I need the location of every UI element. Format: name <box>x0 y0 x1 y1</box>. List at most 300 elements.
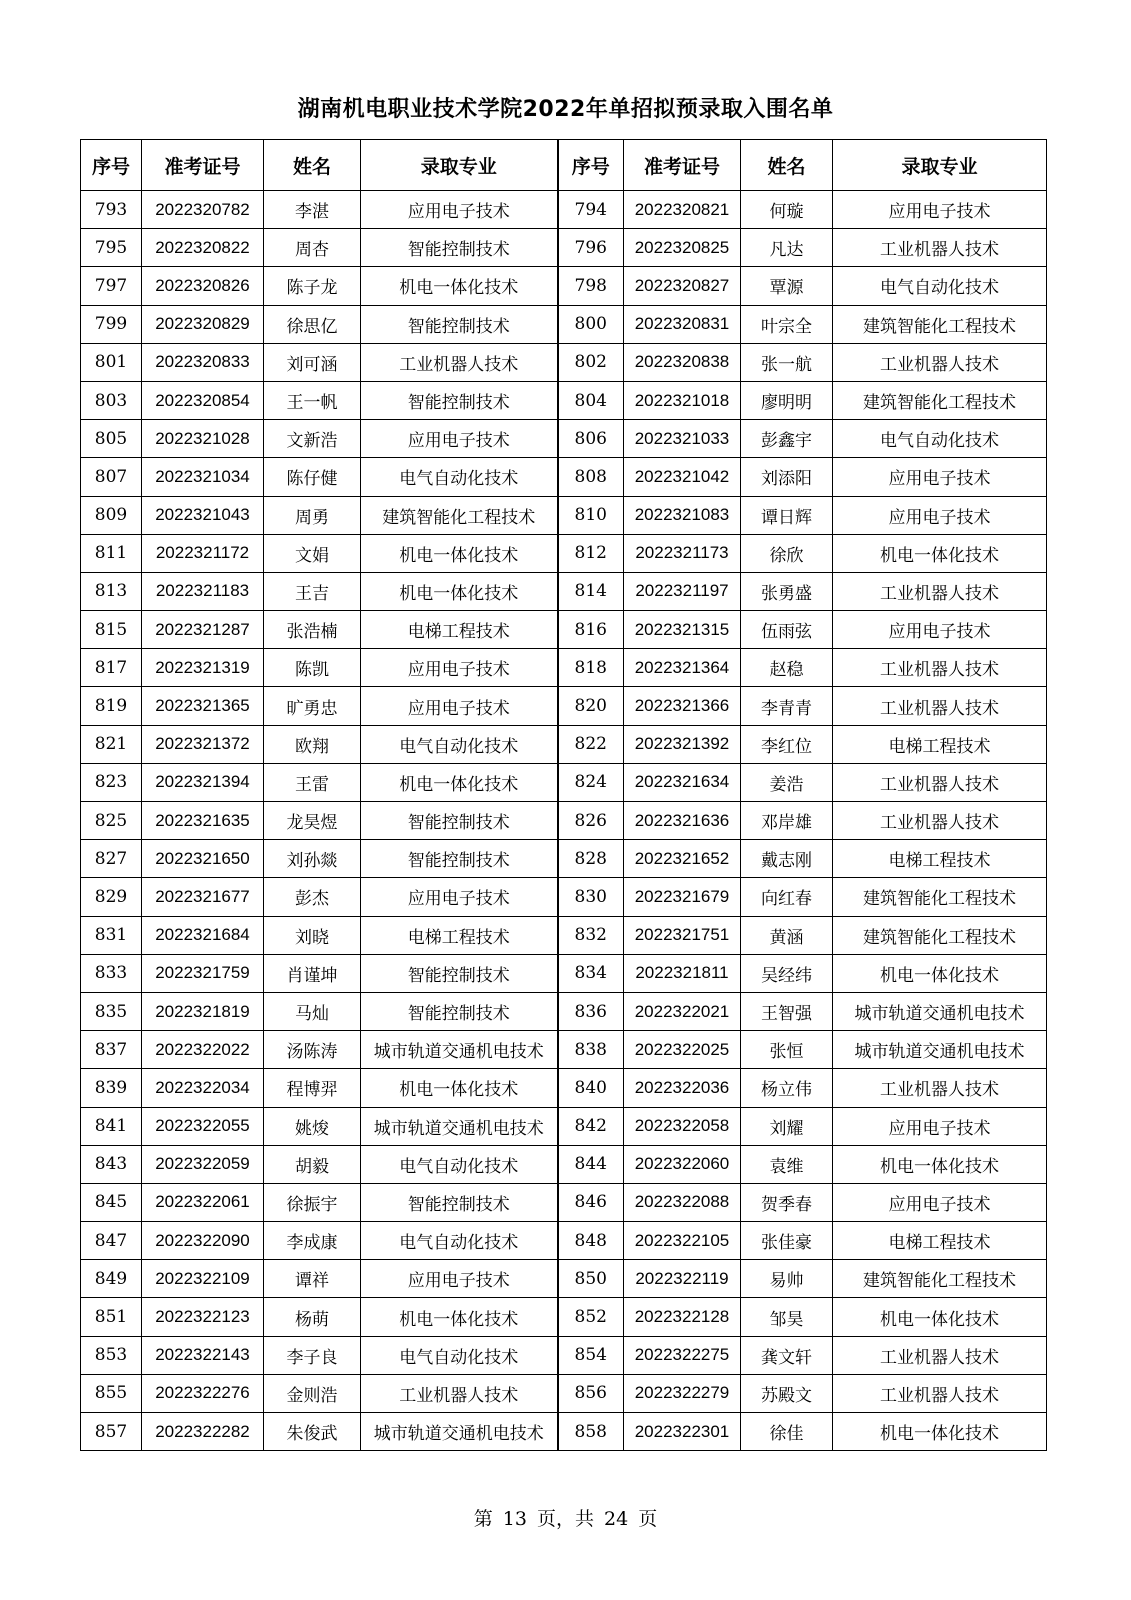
admitted-major: 机电一体化技术 <box>833 1145 1047 1183</box>
admitted-major: 应用电子技术 <box>833 458 1047 496</box>
table-row <box>81 305 1047 343</box>
table-body <box>81 191 1047 1451</box>
student-name: 李成康 <box>264 1222 361 1260</box>
student-seq: 798 <box>558 267 624 305</box>
exam-number: 2022320821 <box>624 191 741 229</box>
admitted-major: 应用电子技术 <box>361 191 558 229</box>
exam-number: 2022322090 <box>142 1222 264 1260</box>
exam-number: 2022321759 <box>142 954 264 992</box>
admitted-major: 城市轨道交通机电技术 <box>361 1031 558 1069</box>
table-row <box>81 420 1047 458</box>
admitted-major: 工业机器人技术 <box>833 687 1047 725</box>
exam-number: 2022320833 <box>142 343 264 381</box>
exam-number: 2022322279 <box>624 1374 741 1412</box>
exam-number: 2022322276 <box>142 1374 264 1412</box>
exam-number: 2022321635 <box>142 802 264 840</box>
exam-number: 2022322060 <box>624 1145 741 1183</box>
student-name: 刘晓 <box>264 916 361 954</box>
table-row <box>81 992 1047 1030</box>
student-name: 姜浩 <box>741 763 833 801</box>
student-name: 文新浩 <box>264 420 361 458</box>
student-seq: 803 <box>81 381 142 419</box>
student-seq: 799 <box>81 305 142 343</box>
table-row <box>81 611 1047 649</box>
student-name: 徐佳 <box>741 1413 833 1451</box>
admitted-major: 应用电子技术 <box>833 611 1047 649</box>
admitted-major: 机电一体化技术 <box>361 534 558 572</box>
exam-number: 2022322021 <box>624 992 741 1030</box>
student-seq: 805 <box>81 420 142 458</box>
admitted-major: 工业机器人技术 <box>833 1374 1047 1412</box>
header-seq-left: 序号 <box>81 140 142 191</box>
table-row <box>81 1260 1047 1298</box>
table-row <box>81 381 1047 419</box>
student-name: 李红位 <box>741 725 833 763</box>
exam-number: 2022322088 <box>624 1183 741 1221</box>
exam-number: 2022321366 <box>624 687 741 725</box>
admitted-major: 工业机器人技术 <box>833 229 1047 267</box>
exam-number: 2022321034 <box>142 458 264 496</box>
exam-number: 2022320831 <box>624 305 741 343</box>
admitted-major: 应用电子技术 <box>361 649 558 687</box>
exam-number: 2022321173 <box>624 534 741 572</box>
exam-number: 2022322123 <box>142 1298 264 1336</box>
admitted-major: 工业机器人技术 <box>833 649 1047 687</box>
exam-number: 2022321183 <box>142 572 264 610</box>
student-name: 李子良 <box>264 1336 361 1374</box>
student-seq: 837 <box>81 1031 142 1069</box>
exam-number: 2022321684 <box>142 916 264 954</box>
student-name: 向红春 <box>741 878 833 916</box>
student-seq: 853 <box>81 1336 142 1374</box>
student-seq: 840 <box>558 1069 624 1107</box>
student-seq: 818 <box>558 649 624 687</box>
student-name: 何璇 <box>741 191 833 229</box>
exam-number: 2022322301 <box>624 1413 741 1451</box>
table-row <box>81 496 1047 534</box>
student-seq: 823 <box>81 763 142 801</box>
student-name: 龚文轩 <box>741 1336 833 1374</box>
student-seq: 835 <box>81 992 142 1030</box>
student-seq: 850 <box>558 1260 624 1298</box>
student-seq: 802 <box>558 343 624 381</box>
student-name: 戴志刚 <box>741 840 833 878</box>
table-row <box>81 954 1047 992</box>
admitted-major: 建筑智能化工程技术 <box>833 916 1047 954</box>
admitted-major: 应用电子技术 <box>833 191 1047 229</box>
admitted-major: 应用电子技术 <box>361 687 558 725</box>
exam-number: 2022321751 <box>624 916 741 954</box>
exam-number: 2022322128 <box>624 1298 741 1336</box>
student-seq: 845 <box>81 1183 142 1221</box>
student-name: 贺季春 <box>741 1183 833 1221</box>
student-name: 黄涵 <box>741 916 833 954</box>
table-row <box>81 649 1047 687</box>
table-row <box>81 725 1047 763</box>
student-seq: 814 <box>558 572 624 610</box>
student-seq: 812 <box>558 534 624 572</box>
student-name: 程博羿 <box>264 1069 361 1107</box>
admitted-major: 机电一体化技术 <box>361 1069 558 1107</box>
admitted-major: 电气自动化技术 <box>833 420 1047 458</box>
admitted-major: 工业机器人技术 <box>833 802 1047 840</box>
student-seq: 834 <box>558 954 624 992</box>
student-name: 覃源 <box>741 267 833 305</box>
student-name: 张恒 <box>741 1031 833 1069</box>
exam-number: 2022322025 <box>624 1031 741 1069</box>
student-name: 彭鑫宇 <box>741 420 833 458</box>
admitted-major: 建筑智能化工程技术 <box>361 496 558 534</box>
admitted-major: 智能控制技术 <box>361 229 558 267</box>
student-seq: 852 <box>558 1298 624 1336</box>
header-name-left: 姓名 <box>264 140 361 191</box>
student-name: 马灿 <box>264 992 361 1030</box>
exam-number: 2022321811 <box>624 954 741 992</box>
student-name: 徐欣 <box>741 534 833 572</box>
exam-number: 2022321315 <box>624 611 741 649</box>
admitted-major: 城市轨道交通机电技术 <box>361 1107 558 1145</box>
admitted-major: 智能控制技术 <box>361 305 558 343</box>
header-name-right: 姓名 <box>741 140 833 191</box>
student-name: 邓岸雄 <box>741 802 833 840</box>
exam-number: 2022321819 <box>142 992 264 1030</box>
student-seq: 839 <box>81 1069 142 1107</box>
admitted-major: 智能控制技术 <box>361 954 558 992</box>
exam-number: 2022321083 <box>624 496 741 534</box>
admitted-major: 工业机器人技术 <box>833 763 1047 801</box>
student-name: 谭祥 <box>264 1260 361 1298</box>
student-seq: 826 <box>558 802 624 840</box>
table-row <box>81 1107 1047 1145</box>
table-row <box>81 1413 1047 1451</box>
student-name: 旷勇忠 <box>264 687 361 725</box>
admitted-major: 电气自动化技术 <box>361 458 558 496</box>
student-name: 朱俊武 <box>264 1413 361 1451</box>
student-seq: 838 <box>558 1031 624 1069</box>
student-name: 金则浩 <box>264 1374 361 1412</box>
student-seq: 794 <box>558 191 624 229</box>
student-seq: 800 <box>558 305 624 343</box>
table-row <box>81 1336 1047 1374</box>
exam-number: 2022320854 <box>142 381 264 419</box>
student-name: 赵稳 <box>741 649 833 687</box>
student-seq: 830 <box>558 878 624 916</box>
table-row <box>81 267 1047 305</box>
exam-number: 2022321042 <box>624 458 741 496</box>
table-row <box>81 534 1047 572</box>
student-seq: 817 <box>81 649 142 687</box>
student-seq: 820 <box>558 687 624 725</box>
admitted-major: 电气自动化技术 <box>361 1336 558 1374</box>
student-name: 姚焌 <box>264 1107 361 1145</box>
admitted-major: 电气自动化技术 <box>361 1222 558 1260</box>
header-exam-right: 准考证号 <box>624 140 741 191</box>
table-row <box>81 1069 1047 1107</box>
student-name: 陈仔健 <box>264 458 361 496</box>
exam-number: 2022321677 <box>142 878 264 916</box>
admitted-major: 智能控制技术 <box>361 381 558 419</box>
table-row <box>81 802 1047 840</box>
admitted-major: 电梯工程技术 <box>361 611 558 649</box>
student-seq: 813 <box>81 572 142 610</box>
admitted-major: 机电一体化技术 <box>833 1413 1047 1451</box>
table-row <box>81 878 1047 916</box>
student-seq: 821 <box>81 725 142 763</box>
student-name: 王一帆 <box>264 381 361 419</box>
table-row <box>81 1222 1047 1260</box>
student-seq: 832 <box>558 916 624 954</box>
student-name: 刘可涵 <box>264 343 361 381</box>
table-row <box>81 687 1047 725</box>
admitted-major: 机电一体化技术 <box>361 1298 558 1336</box>
admitted-major: 工业机器人技术 <box>361 343 558 381</box>
exam-number: 2022321197 <box>624 572 741 610</box>
admitted-major: 电梯工程技术 <box>833 725 1047 763</box>
exam-number: 2022322275 <box>624 1336 741 1374</box>
table-row <box>81 1145 1047 1183</box>
student-seq: 842 <box>558 1107 624 1145</box>
admitted-major: 电梯工程技术 <box>833 1222 1047 1260</box>
student-seq: 797 <box>81 267 142 305</box>
admitted-major: 建筑智能化工程技术 <box>833 878 1047 916</box>
exam-number: 2022322058 <box>624 1107 741 1145</box>
student-seq: 854 <box>558 1336 624 1374</box>
exam-number: 2022321636 <box>624 802 741 840</box>
admitted-major: 应用电子技术 <box>833 496 1047 534</box>
student-name: 刘耀 <box>741 1107 833 1145</box>
admitted-major: 电气自动化技术 <box>361 1145 558 1183</box>
student-name: 杨萌 <box>264 1298 361 1336</box>
student-seq: 796 <box>558 229 624 267</box>
student-name: 胡毅 <box>264 1145 361 1183</box>
exam-number: 2022322109 <box>142 1260 264 1298</box>
student-name: 欧翔 <box>264 725 361 763</box>
admission-table <box>80 139 1047 1451</box>
exam-number: 2022321172 <box>142 534 264 572</box>
header-seq-right: 序号 <box>558 140 624 191</box>
page-footer: 第 13 页，共 24 页 <box>473 1508 658 1530</box>
student-seq: 827 <box>81 840 142 878</box>
student-name: 廖明明 <box>741 381 833 419</box>
student-name: 肖谨坤 <box>264 954 361 992</box>
student-seq: 828 <box>558 840 624 878</box>
exam-number: 2022322119 <box>624 1260 741 1298</box>
student-name: 徐振宇 <box>264 1183 361 1221</box>
student-name: 邹昊 <box>741 1298 833 1336</box>
exam-number: 2022322022 <box>142 1031 264 1069</box>
student-name: 李湛 <box>264 191 361 229</box>
student-seq: 801 <box>81 343 142 381</box>
admitted-major: 智能控制技术 <box>361 840 558 878</box>
exam-number: 2022321364 <box>624 649 741 687</box>
student-name: 李青青 <box>741 687 833 725</box>
student-seq: 858 <box>558 1413 624 1451</box>
table-row <box>81 572 1047 610</box>
student-name: 陈凯 <box>264 649 361 687</box>
admitted-major: 城市轨道交通机电技术 <box>833 1031 1047 1069</box>
exam-number: 2022321033 <box>624 420 741 458</box>
student-seq: 816 <box>558 611 624 649</box>
student-name: 陈子龙 <box>264 267 361 305</box>
student-name: 叶宗全 <box>741 305 833 343</box>
table-row <box>81 1374 1047 1412</box>
student-name: 张勇盛 <box>741 572 833 610</box>
student-name: 易帅 <box>741 1260 833 1298</box>
student-seq: 810 <box>558 496 624 534</box>
admitted-major: 电气自动化技术 <box>361 725 558 763</box>
student-seq: 857 <box>81 1413 142 1451</box>
admitted-major: 应用电子技术 <box>361 420 558 458</box>
admitted-major: 机电一体化技术 <box>361 763 558 801</box>
exam-number: 2022322034 <box>142 1069 264 1107</box>
student-seq: 804 <box>558 381 624 419</box>
admitted-major: 机电一体化技术 <box>833 954 1047 992</box>
student-name: 王吉 <box>264 572 361 610</box>
header-major-right: 录取专业 <box>833 140 1047 191</box>
student-seq: 824 <box>558 763 624 801</box>
exam-number: 2022321028 <box>142 420 264 458</box>
admitted-major: 应用电子技术 <box>833 1107 1047 1145</box>
admitted-major: 机电一体化技术 <box>833 534 1047 572</box>
exam-number: 2022320782 <box>142 191 264 229</box>
admitted-major: 工业机器人技术 <box>833 1336 1047 1374</box>
student-name: 杨立伟 <box>741 1069 833 1107</box>
admitted-major: 工业机器人技术 <box>833 1069 1047 1107</box>
admitted-major: 城市轨道交通机电技术 <box>361 1413 558 1451</box>
student-name: 伍雨弦 <box>741 611 833 649</box>
admitted-major: 机电一体化技术 <box>833 1298 1047 1336</box>
admitted-major: 智能控制技术 <box>361 992 558 1030</box>
exam-number: 2022321287 <box>142 611 264 649</box>
admitted-major: 应用电子技术 <box>361 878 558 916</box>
exam-number: 2022322105 <box>624 1222 741 1260</box>
student-seq: 849 <box>81 1260 142 1298</box>
header-major-left: 录取专业 <box>361 140 558 191</box>
table-row <box>81 458 1047 496</box>
exam-number: 2022320826 <box>142 267 264 305</box>
admitted-major: 电气自动化技术 <box>833 267 1047 305</box>
exam-number: 2022321650 <box>142 840 264 878</box>
exam-number: 2022322055 <box>142 1107 264 1145</box>
admitted-major: 智能控制技术 <box>361 1183 558 1221</box>
admitted-major: 工业机器人技术 <box>833 572 1047 610</box>
student-name: 张浩楠 <box>264 611 361 649</box>
admitted-major: 电梯工程技术 <box>361 916 558 954</box>
student-name: 徐思亿 <box>264 305 361 343</box>
admitted-major: 智能控制技术 <box>361 802 558 840</box>
table-row <box>81 1031 1047 1069</box>
admitted-major: 应用电子技术 <box>833 1183 1047 1221</box>
student-seq: 829 <box>81 878 142 916</box>
student-seq: 825 <box>81 802 142 840</box>
admitted-major: 建筑智能化工程技术 <box>833 1260 1047 1298</box>
table-row <box>81 1183 1047 1221</box>
student-seq: 833 <box>81 954 142 992</box>
student-seq: 851 <box>81 1298 142 1336</box>
student-seq: 819 <box>81 687 142 725</box>
student-name: 彭杰 <box>264 878 361 916</box>
exam-number: 2022321394 <box>142 763 264 801</box>
exam-number: 2022321372 <box>142 725 264 763</box>
student-seq: 811 <box>81 534 142 572</box>
student-name: 张佳豪 <box>741 1222 833 1260</box>
student-seq: 844 <box>558 1145 624 1183</box>
student-seq: 846 <box>558 1183 624 1221</box>
table-row <box>81 916 1047 954</box>
admitted-major: 应用电子技术 <box>361 1260 558 1298</box>
table-header-row <box>81 140 1047 191</box>
exam-number: 2022320829 <box>142 305 264 343</box>
student-name: 苏殿文 <box>741 1374 833 1412</box>
admitted-major: 建筑智能化工程技术 <box>833 305 1047 343</box>
student-name: 汤陈涛 <box>264 1031 361 1069</box>
exam-number: 2022321043 <box>142 496 264 534</box>
student-name: 周杏 <box>264 229 361 267</box>
exam-number: 2022322143 <box>142 1336 264 1374</box>
student-name: 谭日辉 <box>741 496 833 534</box>
admitted-major: 工业机器人技术 <box>833 343 1047 381</box>
table-row <box>81 191 1047 229</box>
exam-number: 2022322059 <box>142 1145 264 1183</box>
header-exam-left: 准考证号 <box>142 140 264 191</box>
admitted-major: 城市轨道交通机电技术 <box>833 992 1047 1030</box>
table-row <box>81 763 1047 801</box>
exam-number: 2022321319 <box>142 649 264 687</box>
table-row <box>81 840 1047 878</box>
admitted-major: 工业机器人技术 <box>361 1374 558 1412</box>
exam-number: 2022321652 <box>624 840 741 878</box>
table-row <box>81 343 1047 381</box>
admitted-major: 机电一体化技术 <box>361 572 558 610</box>
student-name: 王雷 <box>264 763 361 801</box>
student-name: 刘孙燚 <box>264 840 361 878</box>
table-row <box>81 229 1047 267</box>
student-seq: 808 <box>558 458 624 496</box>
student-seq: 847 <box>81 1222 142 1260</box>
student-name: 吴经纬 <box>741 954 833 992</box>
student-seq: 809 <box>81 496 142 534</box>
student-seq: 795 <box>81 229 142 267</box>
exam-number: 2022320827 <box>624 267 741 305</box>
student-seq: 841 <box>81 1107 142 1145</box>
student-seq: 856 <box>558 1374 624 1412</box>
exam-number: 2022322282 <box>142 1413 264 1451</box>
student-name: 刘添阳 <box>741 458 833 496</box>
exam-number: 2022322061 <box>142 1183 264 1221</box>
student-name: 袁维 <box>741 1145 833 1183</box>
admitted-major: 建筑智能化工程技术 <box>833 381 1047 419</box>
exam-number: 2022320822 <box>142 229 264 267</box>
student-name: 王智强 <box>741 992 833 1030</box>
student-seq: 822 <box>558 725 624 763</box>
exam-number: 2022320838 <box>624 343 741 381</box>
student-seq: 815 <box>81 611 142 649</box>
student-seq: 836 <box>558 992 624 1030</box>
page-title: 湖南机电职业技术学院2022年单招拟预录取入围名单 <box>297 97 834 122</box>
exam-number: 2022321392 <box>624 725 741 763</box>
student-seq: 793 <box>81 191 142 229</box>
exam-number: 2022321679 <box>624 878 741 916</box>
exam-number: 2022321018 <box>624 381 741 419</box>
student-name: 周勇 <box>264 496 361 534</box>
student-seq: 806 <box>558 420 624 458</box>
student-seq: 831 <box>81 916 142 954</box>
exam-number: 2022320825 <box>624 229 741 267</box>
student-name: 龙昊煜 <box>264 802 361 840</box>
student-seq: 855 <box>81 1374 142 1412</box>
exam-number: 2022321365 <box>142 687 264 725</box>
student-seq: 843 <box>81 1145 142 1183</box>
